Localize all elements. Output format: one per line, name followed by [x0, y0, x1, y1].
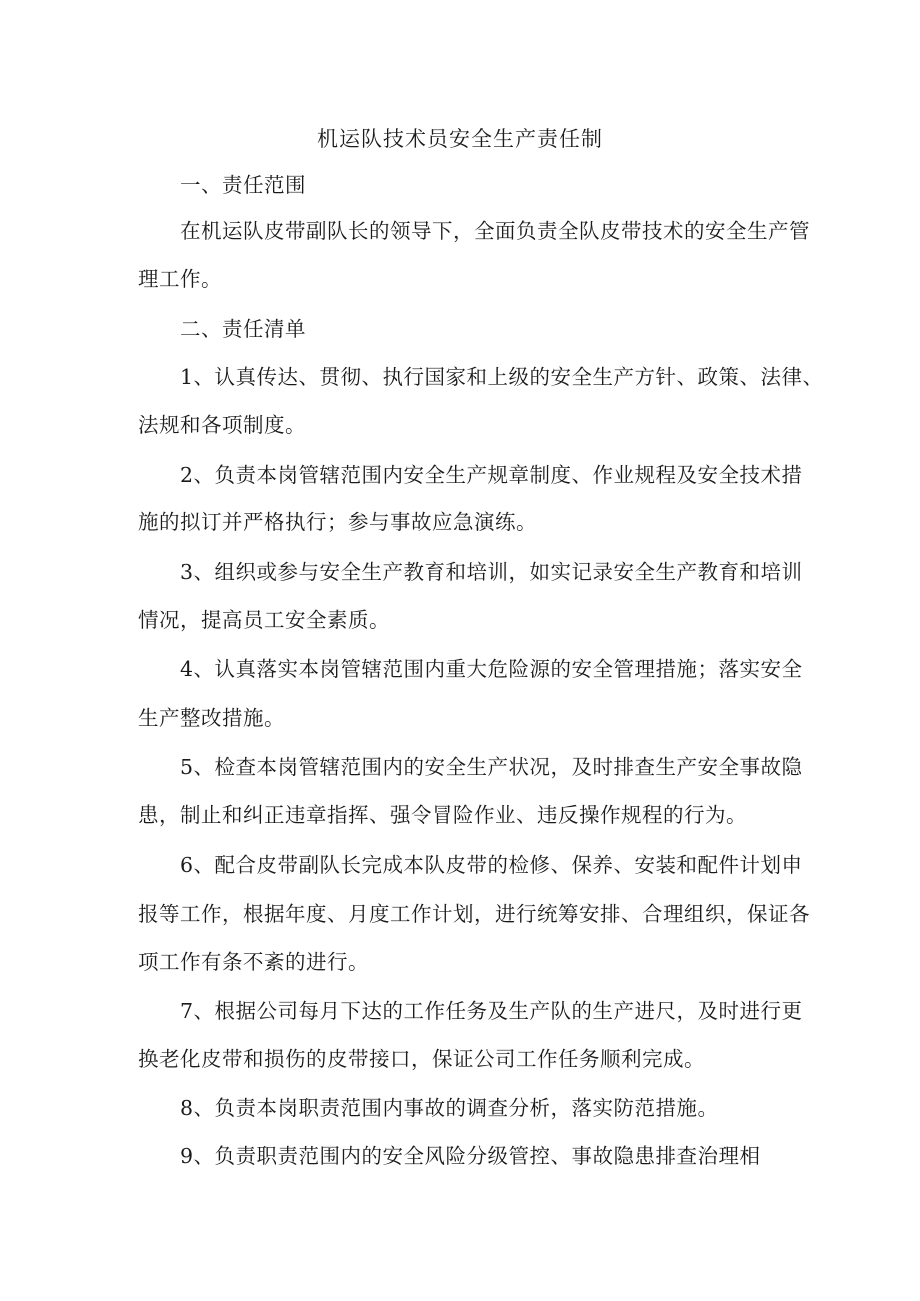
list-item-line: 换老化皮带和损伤的皮带接口，保证公司工作任务顺利完成。 [138, 1047, 705, 1071]
section-heading-scope: 一、责任范围 [180, 173, 306, 197]
list-item-line: 情况，提高员工安全素质。 [138, 608, 390, 632]
list-item-line: 9、负责职责范围内的安全风险分级管控、事故隐患排查治理相 [180, 1144, 761, 1168]
list-item-line: 6、配合皮带副队长完成本队皮带的检修、保养、安装和配件计划申 [180, 853, 803, 877]
document-title: 机运队技术员安全生产责任制 [317, 127, 603, 151]
list-item-line: 3、组织或参与安全生产教育和培训，如实记录安全生产教育和培训 [180, 560, 803, 584]
list-item-line: 1、认真传达、贯彻、执行国家和上级的安全生产方针、政策、法律、 [180, 365, 824, 389]
paragraph-line: 理工作。 [138, 267, 222, 291]
list-item-line: 施的拟订并严格执行；参与事故应急演练。 [138, 510, 537, 534]
list-item-line: 项工作有条不紊的进行。 [138, 950, 369, 974]
list-item-line: 2、负责本岗管辖范围内安全生产规章制度、作业规程及安全技术措 [180, 463, 803, 487]
list-item-line: 7、根据公司每月下达的工作任务及生产队的生产进尺，及时进行更 [180, 999, 803, 1023]
list-item-line: 生产整改措施。 [138, 706, 285, 730]
list-item-line: 法规和各项制度。 [138, 413, 306, 437]
paragraph-line: 在机运队皮带副队长的领导下，全面负责全队皮带技术的安全生产管 [180, 219, 810, 243]
list-item-line: 8、负责本岗职责范围内事故的调查分析，落实防范措施。 [180, 1096, 719, 1120]
list-item-line: 5、检查本岗管辖范围内的安全生产状况，及时排查生产安全事故隐 [180, 755, 803, 779]
section-heading-list: 二、责任清单 [180, 317, 306, 341]
list-item-line: 患，制止和纠正违章指挥、强令冒险作业、违反操作规程的行为。 [138, 803, 747, 827]
list-item-line: 报等工作，根据年度、月度工作计划，进行统筹安排、合理组织，保证各 [138, 902, 810, 926]
list-item-line: 4、认真落实本岗管辖范围内重大危险源的安全管理措施；落实安全 [180, 657, 803, 681]
